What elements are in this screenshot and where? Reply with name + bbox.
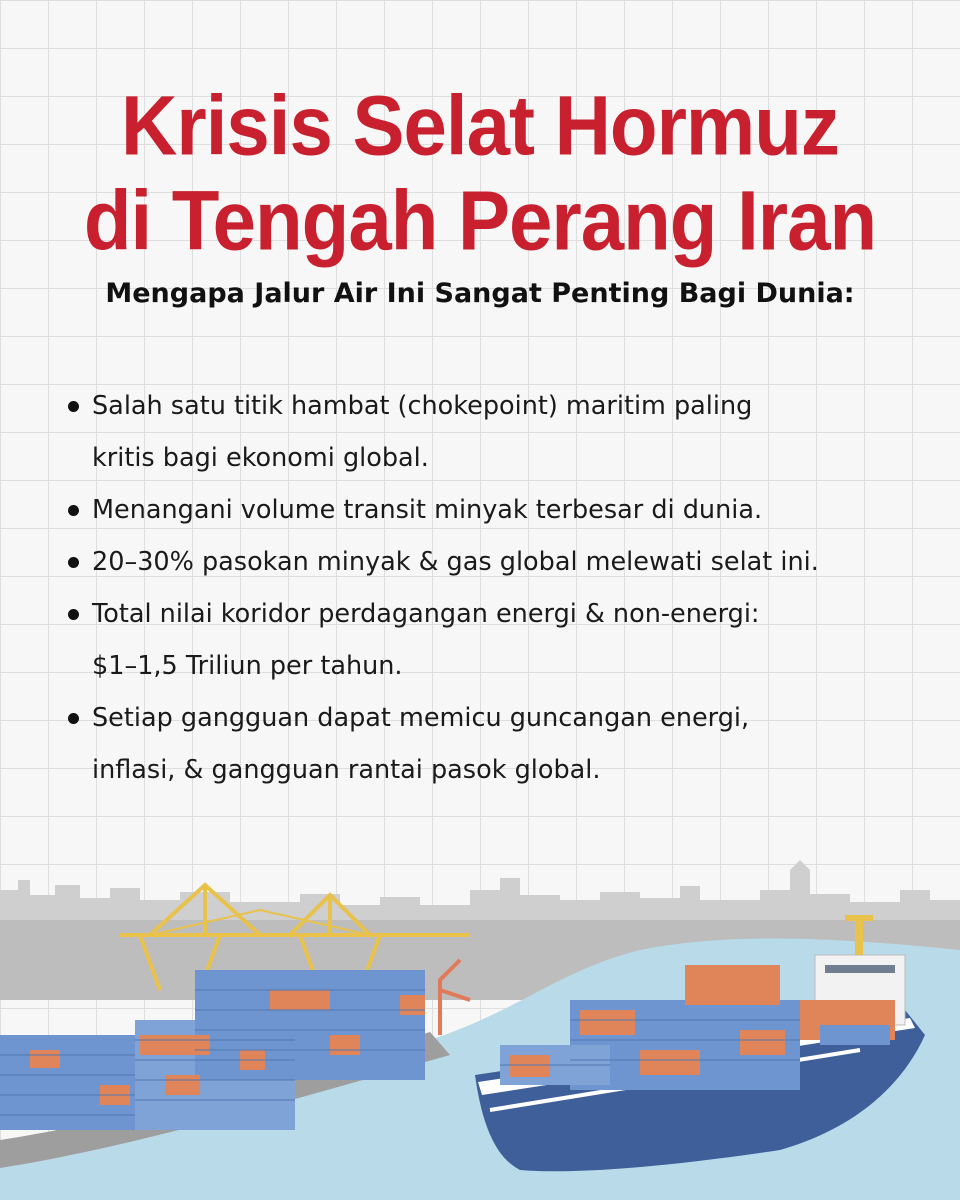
- bullet-icon: [68, 401, 79, 412]
- list-item: Total nilai koridor perdagangan energi & non-energi: $1–1,5 Triliun per tahun.: [66, 588, 946, 692]
- bullet-icon: [68, 609, 79, 620]
- bullet-icon: [68, 505, 79, 516]
- title-line-1: Krisis Selat Hormuz: [121, 78, 839, 174]
- subtitle: Mengapa Jalur Air Ini Sangat Penting Bagi Dunia:: [105, 278, 855, 309]
- list-item: 20–30% pasokan minyak & gas global melewati selat ini.: [66, 536, 946, 588]
- list-item: Setiap gangguan dapat memicu guncangan energi, inflasi, & gangguan rantai pasok global.: [66, 692, 946, 796]
- port-illustration: [0, 850, 960, 1200]
- list-item: Salah satu titik hambat (chokepoint) maritim paling kritis bagi ekonomi global.: [66, 380, 946, 484]
- title-line-2: di Tengah Perang Iran: [83, 173, 877, 269]
- page-title: [0, 78, 960, 268]
- list-item: Menangani volume transit minyak terbesar di dunia.: [66, 484, 946, 536]
- bullet-icon: [68, 557, 79, 568]
- bullet-icon: [68, 713, 79, 724]
- key-points-list: [66, 380, 946, 796]
